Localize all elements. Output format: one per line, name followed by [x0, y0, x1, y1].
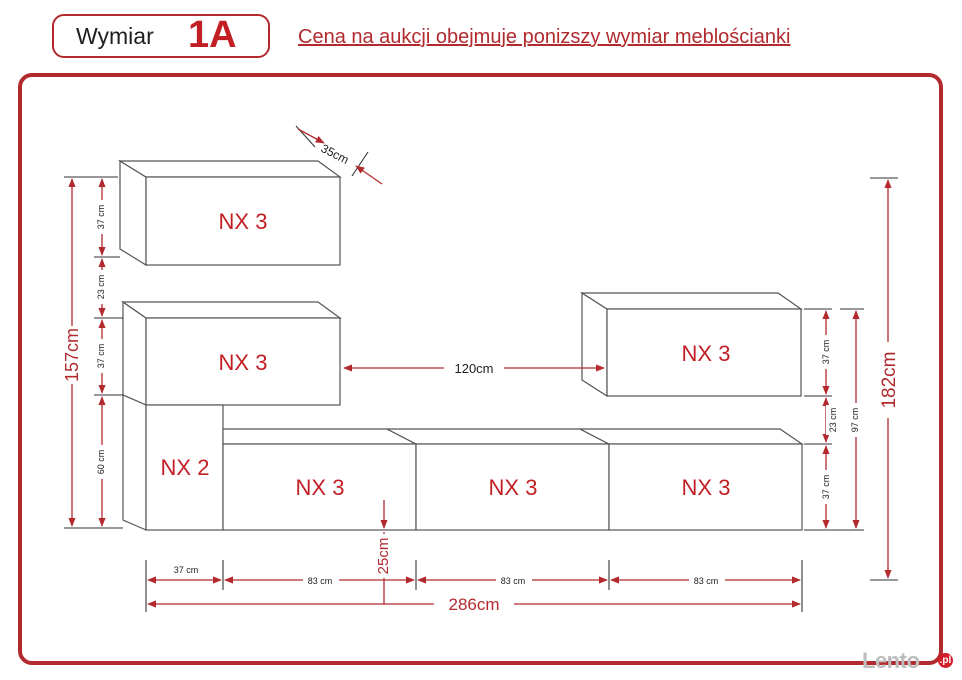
left-top-height-label: 37 cm [96, 204, 106, 230]
left-gap-label: 23 cm [96, 274, 106, 300]
left-mid-height-label: 37 cm [96, 343, 106, 369]
right-low-height-label: 37 cm [821, 474, 831, 500]
depth-label: 35cm [318, 141, 352, 167]
right-gap-label: 23 cm [828, 407, 838, 433]
width-low-2-label: 83 cm [500, 576, 526, 586]
right-combined-label: 97 cm [850, 407, 860, 433]
tall-cabinet [123, 395, 223, 530]
total-width-label: 286cm [448, 595, 500, 614]
top-cabinet-label: NX 3 [218, 209, 268, 234]
badge-code: 1A [188, 14, 237, 56]
lower-cabinet-2-label: NX 3 [488, 475, 538, 500]
width-low-3-label: 83 cm [693, 576, 719, 586]
width-dimensions [146, 560, 802, 615]
right-dimensions [804, 178, 900, 580]
watermark-logo: Lento [862, 648, 920, 673]
top-cabinet [120, 161, 340, 265]
right-wall-cabinet-label: NX 3 [681, 341, 731, 366]
left-low-height-label: 60 cm [96, 449, 106, 475]
left-total-label: 157cm [62, 327, 82, 383]
lower-cabinets [223, 429, 802, 530]
right-wall-cabinet [582, 293, 801, 396]
middle-cabinet [123, 302, 340, 405]
span-label: 120cm [454, 361, 494, 376]
lower-cabinet-3-label: NX 3 [681, 475, 731, 500]
watermark-suffix: .pl [939, 655, 952, 666]
width-low-1-label: 83 cm [307, 576, 333, 586]
tall-cabinet-label: NX 2 [160, 455, 210, 480]
price-note: Cena na aukcji obejmuje ponizszy wymiar meblościanki [298, 26, 791, 48]
right-top-height-label: 37 cm [821, 339, 831, 365]
span-dimension [344, 358, 604, 378]
right-total-label: 182cm [879, 351, 900, 409]
lower-cabinet-1-label: NX 3 [295, 475, 345, 500]
middle-cabinet-label: NX 3 [218, 350, 268, 375]
width-tall-label: 37 cm [173, 565, 199, 575]
left-dimensions [60, 177, 123, 528]
badge-label: Wymiar [76, 23, 154, 49]
floor-clearance-label: 25cm [375, 537, 392, 575]
